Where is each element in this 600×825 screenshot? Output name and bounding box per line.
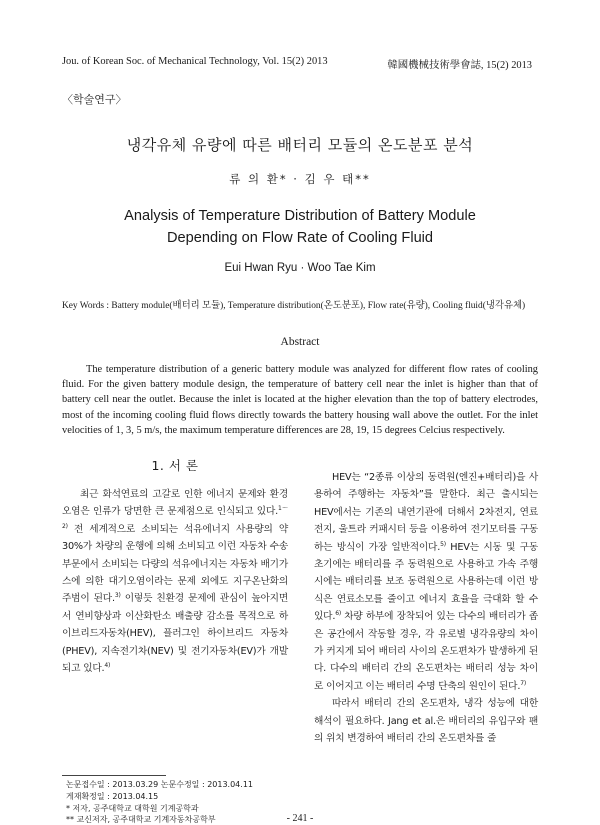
- page-number: - 241 -: [286, 813, 314, 824]
- analysis-paragraph: 따라서 배터리 간의 온도편차, 냉각 성능에 대한 해석이 필요하다. Jang et al.은 배터리의 유입구와 팬의 위치 변경하여 배터리 간의 온도편차를 줄: [314, 698, 538, 745]
- footnote-accept-date: 게재확정일 : 2013.04.15: [66, 792, 159, 801]
- section-tag: 〈학술연구〉: [62, 93, 127, 106]
- citation: 5): [440, 540, 446, 548]
- citation: 7): [520, 679, 526, 687]
- citation: 3): [114, 592, 121, 600]
- authors-english: Eui Hwan Ryu · Woo Tae Kim: [224, 262, 376, 274]
- title-en-line-2: Depending on Flow Rate of Cooling Fluid: [166, 230, 434, 246]
- citation: 1～2): [62, 505, 288, 530]
- keywords: Key Words : Battery module(배터리 모듈), Temperature distribution(온도분포), Flow rate(유량), Cooling fluid(냉각유체): [62, 301, 526, 311]
- citation: 4): [104, 661, 111, 669]
- title-en-line-1: Analysis of Temperature Distribution of Battery Module: [124, 208, 476, 224]
- intro-paragraph: 최근 화석연료의 고갈로 인한 에너지 문제와 환경오염은 인류가 당면한 큰 문제점으로 인식되고 있다.$^{1\sim 2)}$ 전 세계적으로 소비되는 석유에너지 사용량의 약 30%가 차량의 운행에 의해 소비되고 이런 자동차 수송 부문에서 소비되는 다량의 석유에너지는 자동차 배기가스에 의한 대기오염이라는 문제 외에도 지구온난화의 주범이 된다.$^{3)}$ 이렇듯 친환경 문제에 관심이 높아지면서 연비향상과 이산화탄소 배출량 감소를 목적으로 하이브리드자동차(HEV), 플러그인 하이브리드 자동차(PHEV), 지속전기차(NEV) 및 전기자동차(EV)가 개발되고 있다.$^{4)}$: [62, 489, 288, 675]
- right-column-text: [314, 469, 538, 748]
- footnote-corresponding-author: ** 교신저자, 공주대학교 기계자동차공학부: [66, 815, 216, 824]
- footnote-author: * 저자, 공주대학교 대학원 기계공학과: [66, 804, 199, 813]
- citation: 6): [335, 610, 341, 618]
- authors-korean: 류 의 환* · 김 우 태**: [229, 172, 371, 186]
- hev-paragraph: HEV는 “2종류 이상의 동력원(엔진+배터리)을 사용하여 주행하는 자동차”를 말한다. 최근 출시되는 HEV에서는 기존의 내연기관에 더해서 2차전지, 연료전지, 울트라 커패시터 등을 이용하여 전기모터를 구동하는 방식이 가장 일반적이다.$^{5)}$ HEV는 시동 및 구동 초기에는 배터리를 주 동력원으로 사용하고 가속 주행 시에는 배터리를 보조 동력원으로 사용하는데 이런 방식은 연료소모를 줄이고 에너지 효율을 극대화 할 수 있다.$^{6)}$ 차량 하부에 장착되어 있는 다수의 배터리가 좁은 공간에서 작동할 경우, 각 유로별 냉각유량의 차이가 커지게 되어 배터리 사이의 온도편차가 발생하게 된다. 다수의 배터리 간의 온도편차는 배터리 성능 차이로 이어지고 이는 배터리 수명 단축의 원인이 된다.$^{7)}$: [314, 472, 538, 692]
- paper-title-english: [0, 205, 600, 249]
- journal-header-en: Jou. of Korean Soc. of Mechanical Technology, Vol. 15(2) 2013: [62, 56, 328, 67]
- footnote-divider: [62, 775, 166, 776]
- footnote-dates: 논문접수일 : 2013.03.29 논문수정일 : 2013.04.11: [66, 780, 253, 789]
- left-column-text: [62, 486, 288, 677]
- abstract-heading: Abstract: [280, 336, 320, 348]
- section-1-heading: 1. 서 론: [151, 458, 199, 473]
- abstract-body: The temperature distribution of a generic battery module was analyzed for different flow rates of cooling fluid. For the given battery module design, the temperature of battery cell near the inlet is higher than that of battery cell near the outlet. Because the inlet is located at the higher elevation than the top of battery electrodes, most of the incoming cooling fluid flows directly towards the battery housing wall above the outlet. For the inlet velocities of 1, 3, 5 m/s, the maximum temperature differences are 28, 19, 15 degrees Celcius respectively.: [62, 364, 538, 436]
- paper-title-korean: 냉각유체 유량에 따른 배터리 모듈의 온도분포 분석: [126, 136, 474, 154]
- journal-header-ko: 韓國機械技術學會誌, 15(2) 2013: [387, 60, 532, 71]
